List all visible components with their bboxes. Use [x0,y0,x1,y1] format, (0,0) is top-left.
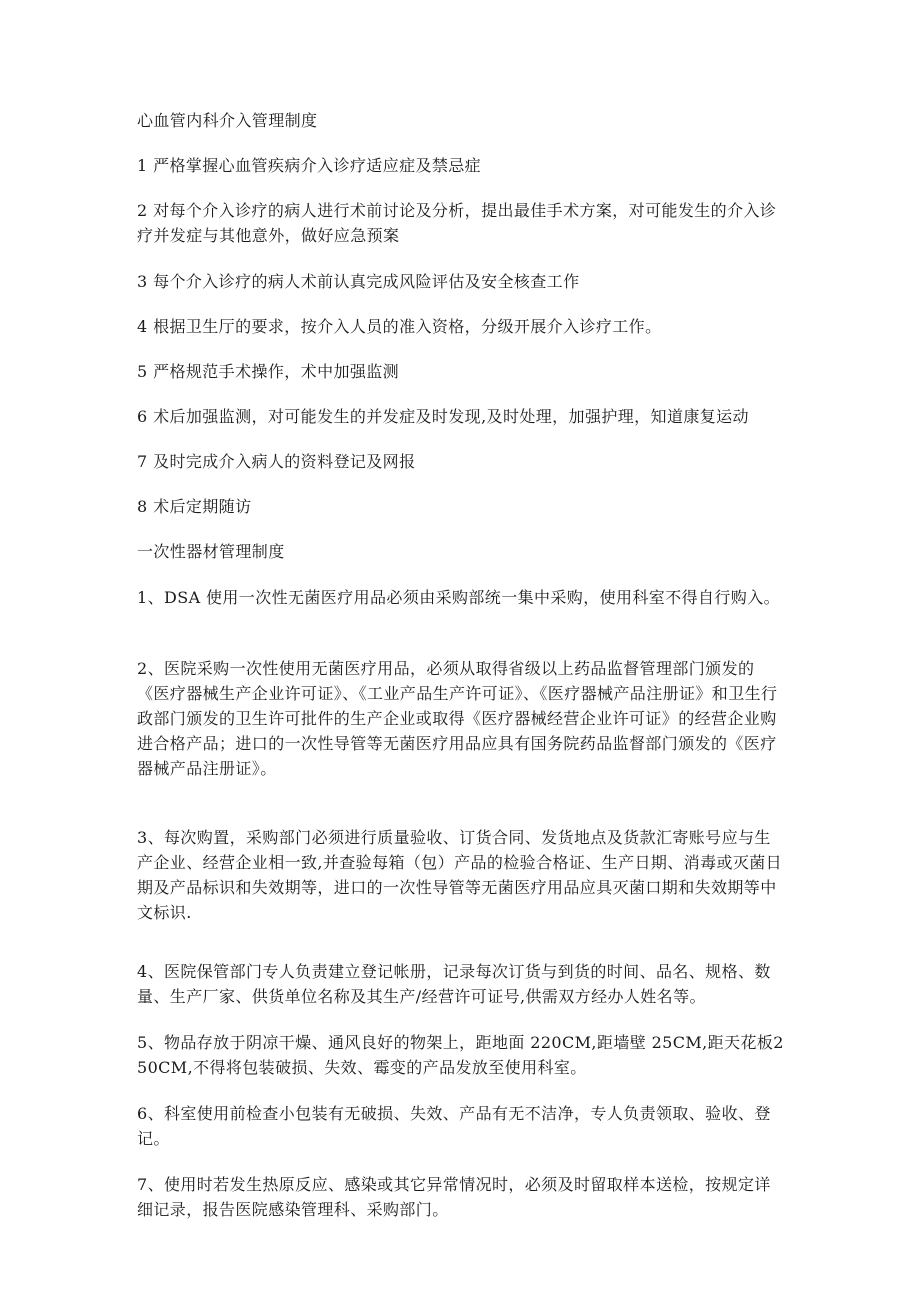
list-item: 4 根据卫生厅的要求，按介入人员的准入资格，分级开展介入诊疗工作。 [137,317,662,336]
list-item: 2 对每个介入诊疗的病人进行术前讨论及分析，提出最佳手术方案，对可能发生的介入诊疗并发症与其他意外，做好应急预案 [137,201,777,245]
list-item: 6、科室使用前检查小包装有无破损、失效、产品有无不洁净，专人负责领取、验收、登记。 [137,1104,771,1148]
list-item: 7、使用时若发生热原反应、感染或其它异常情况时，必须及时留取样本送检，按规定详细记录，报告医院感染管理科、采购部门。 [137,1175,771,1219]
list-item: 5 严格规范手术操作，术中加强监测 [137,362,400,381]
list-item: 5、物品存放于阴凉干燥、通风良好的物架上，距地面 220CM,距墙壁 25CM,距天花板250CM,不得将包装破损、失效、霉变的产品发放至使用科室。 [137,1033,784,1077]
list-item: 2、医院采购一次性使用无菌医疗用品，必须从取得省级以上药品监督管理部门颁发的《医疗器械生产企业许可证》、《工业产品生产许可证》、《医疗器械产品注册证》和卫生行政部门颁发的卫生许可批件的生产企业或取得《医疗器械经营企业许可证》的经营企业购进合格产品；进口的一次性导管等无菌医疗用品应具有国务院药品监督部门颁发的《医疗器械产品注册证》。 [137,659,778,778]
list-item: 4、医院保管部门专人负责建立登记帐册，记录每次订货与到货的时间、品名、规格、数量、生产厂家、供货单位名称及其生产/经营许可证号,供需双方经办人姓名等。 [137,962,771,1006]
list-item: 1、DSA 使用一次性无菌医疗用品必须由采购部统一集中采购，使用科室不得自行购入。 [137,588,781,607]
section-title-disposable: 一次性器材管理制度 [137,542,285,561]
section-title-interventional: 心血管内科介入管理制度 [137,111,318,130]
list-item: 3 每个介入诊疗的病人术前认真完成风险评估及安全核查工作 [137,272,580,291]
list-item: 8 术后定期随访 [137,497,252,516]
list-item: 3、每次购置，采购部门必须进行质量验收、订货合同、发货地点及货款汇寄账号应与生产企业、经营企业相一致,并查验每箱（包）产品的检验合格证、生产日期、消毒或灭菌日期及产品标识和失效期等，进口的一次性导管等无菌医疗用品应具灭菌口期和失效期等中文标识. [137,828,783,922]
list-item: 6 术后加强监测，对可能发生的并发症及时发现,及时处理，加强护理，知道康复运动 [137,407,749,426]
list-item: 1 严格掌握心血管疾病介入诊疗适应症及禁忌症 [137,156,482,175]
list-item: 7 及时完成介入病人的资料登记及网报 [137,452,416,471]
